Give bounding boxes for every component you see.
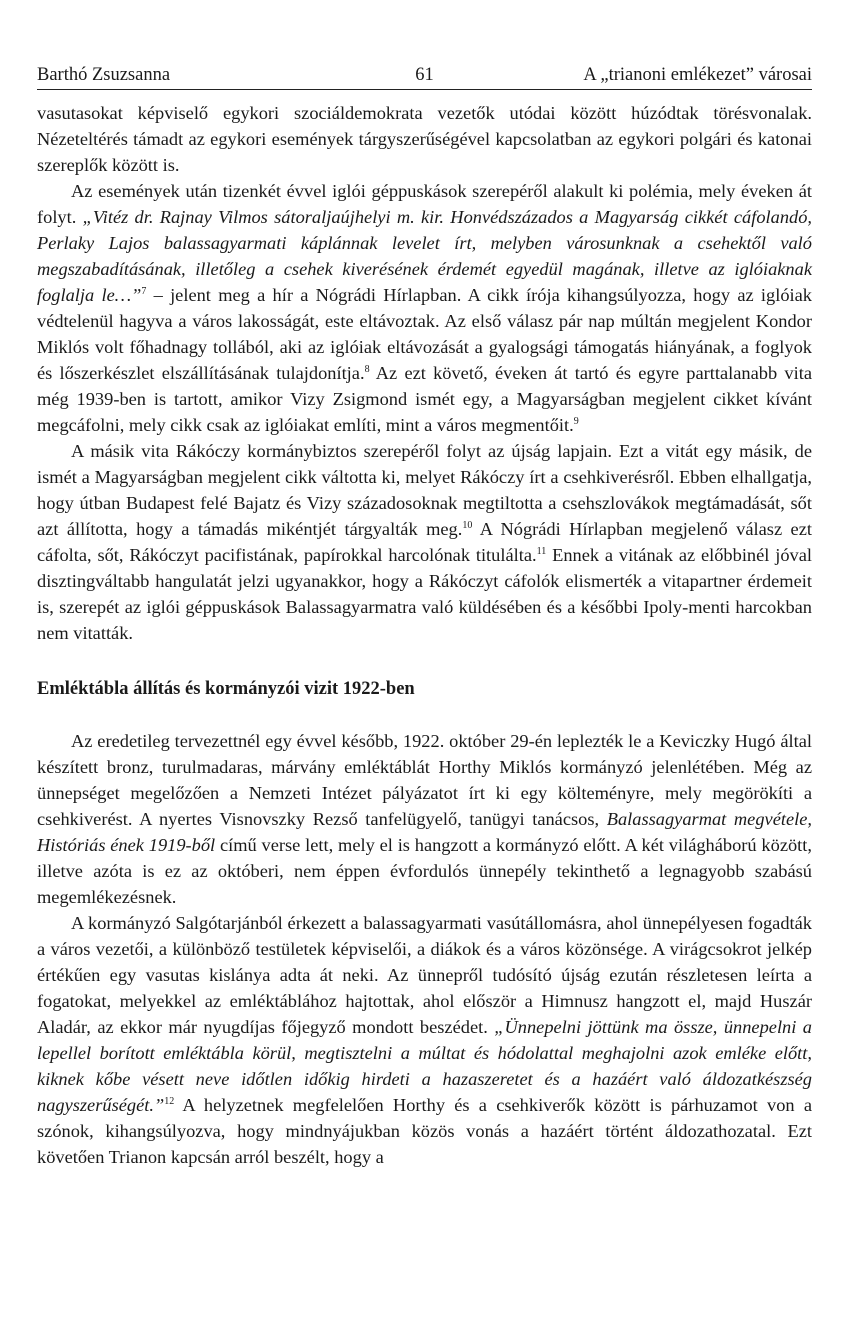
footnote-ref-12: 12 — [164, 1095, 175, 1107]
paragraph-3 — [37, 438, 812, 646]
p3-text-c: Ennek a vitának az előbbinél jóval disztingváltabb hangulatát jelzi ugyanakkor, hogy a Rákóczyt cáfolók elismerték a vitapartner érdemeit is, szerepét az iglói géppuskások Balassagyarmatra való küldésében és a későbbi Ipoly-menti harcokban nem vitatták. — [37, 545, 812, 643]
p2-text-c: Az ezt követő, éveken át tartó és egyre parttalanabb vita még 1939-ben is tartott, amikor Vizy Zsigmond ismét egy, a Magyarságban megjelent cikket kívánt megcáfolni, mely cikk csak az iglóiakat említi, mint a város megmentőit. — [37, 363, 812, 435]
p5-text-a: A kormányzó Salgótarjánból érkezett a balassagyarmati vasútállomásra, ahol ünnepélyesen fogadták a város vezetői, a különböző testületek képviselői, a diákok és a város közönsége. A virágcsokrot jelkép értékűen egy vasutas kislánya adta át neki. Az ünnepről tudósító újság ezután részletesen leírta a fogatokat, melyekkel az emléktáblához hajtottak, ahol először a Himnusz hangzott el, majd Huszár Aladár, az ekkor már nyugdíjas főjegyző mondott beszédet. — [37, 913, 812, 1037]
p2-quote: „Vitéz dr. Rajnay Vilmos sátoraljaújhelyi m. kir. Honvédszázados a Magyarság cikkét cáfolandó, Perlaky Lajos balassagyarmati káplánnak levelet írt, melyben városunknak a csehektől való megszabadításának, illetőleg a csehek kiverésének érdemét egyedül magának, illetve az iglóiaknak foglalja le…” — [37, 207, 813, 305]
p4-text-b: című verse lett, mely el is hangzott a kormányzó előtt. A két világháború között, illetve azóta is ez az októberi, nem éppen évfordulós ünnepély tekinthető a legnagyobb szabású megemlékezésnek. — [37, 835, 812, 907]
paragraph-5 — [37, 910, 812, 1170]
p2-text-a: Az események után tizenkét évvel iglói géppuskások szerepéről alakult ki polémia, mely éveken át folyt. — [37, 181, 812, 227]
paragraph-4 — [37, 728, 812, 910]
p5-quote: „Ünnepelni jöttünk ma össze, ünnepelni a lepellel borított emléktábla körül, megtisztelni a múltat és hódolattal meghajolni azok emléke előtt, kiknek kőbe vésett neve időtlen időkig hirdeti a hazaszeretet és a hazáért való áldozatkészség nagyszerűségét.” — [37, 1017, 812, 1115]
p3-text-b: A Nógrádi Hírlapban megjelenő válasz ezt cáfolta, sőt, Rákóczyt pacifistának, papírokkal harcolónak titulálta. — [37, 519, 812, 565]
p3-text-a: A másik vita Rákóczy kormánybiztos szerepéről folyt az újság lapjain. Ezt a vitát egy másik, de ismét a Magyarságban megjelent cikk váltotta ki, melyet Rákóczy írt a csehkiverésről. Ebben elhallgatja, hogy útban Budapest felé Bajatz és Vizy századosoknak megtiltotta a csehszlovákok megtámadását, sőt azt állította, hogy a támadás mikéntjét tárgyalták meg. — [37, 441, 812, 539]
footnote-ref-11: 11 — [536, 545, 547, 557]
p4-text-a: Az eredetileg tervezettnél egy évvel később, 1922. október 29-én leplezték le a Keviczky Hugó által készített bronz, turulmadaras, márvány emléktáblát Horthy Miklós kormányzó jelenlétében. Még az ünnepséget megelőzően a Nemzeti Intézet pályázatot írt ki egy költeményre, mely megörökíti a csehkiverést. A nyertes Visnovszky Rezső tanfelügyelő, tanügyi tanácsos, — [37, 731, 812, 829]
p4-poem-title: Balassagyarmat megvétele, Históriás ének 1919-ből — [37, 809, 812, 855]
running-header — [37, 58, 812, 90]
paragraph-2 — [37, 178, 812, 438]
page-number: 61 — [415, 65, 434, 85]
p5-text-b: A helyzetnek megfelelően Horthy és a csehkiverők között is párhuzamot von a szónok, kihangsúlyozva, hogy mindnyájukban közös vonás a hazáért történt áldozathozatal. Ezt követően Trianon kapcsán arról beszélt, hogy a — [37, 1095, 812, 1167]
header-title: A „trianoni emlékezet” városai — [583, 65, 812, 85]
footnote-ref-8: 8 — [364, 363, 370, 375]
p2-text-b: – jelent meg a hír a Nógrádi Hírlapban. A cikk írója kihangsúlyozza, hogy az iglóiak védtelenül hagyva a város lakosságát, este eltávoztak. Az első válasz pár nap múltán megjelent Kondor Miklós volt főhadnagy tollából, aki az iglóiak eltávozását a gyalogsági támogatás hiányának, a foglyok és lőszerkészlet elszállításának tulajdonítja. — [37, 285, 812, 383]
body-text — [37, 100, 812, 1170]
footnote-ref-10: 10 — [462, 519, 473, 531]
paragraph-1: vasutasokat képviselő egykori szociáldemokrata vezetők utódai között húzódtak törésvonalak. Nézeteltérés támadt az egykori események tárgyszerűségével kapcsolatban az egykori polgári és katonai szereplők között is. — [37, 103, 812, 175]
footnote-ref-9: 9 — [573, 415, 579, 427]
header-author: Barthó Zsuzsanna — [37, 65, 171, 85]
footnote-ref-7: 7 — [141, 285, 147, 297]
section-heading: Emléktábla állítás és kormányzói vizit 1922-ben — [37, 679, 415, 699]
